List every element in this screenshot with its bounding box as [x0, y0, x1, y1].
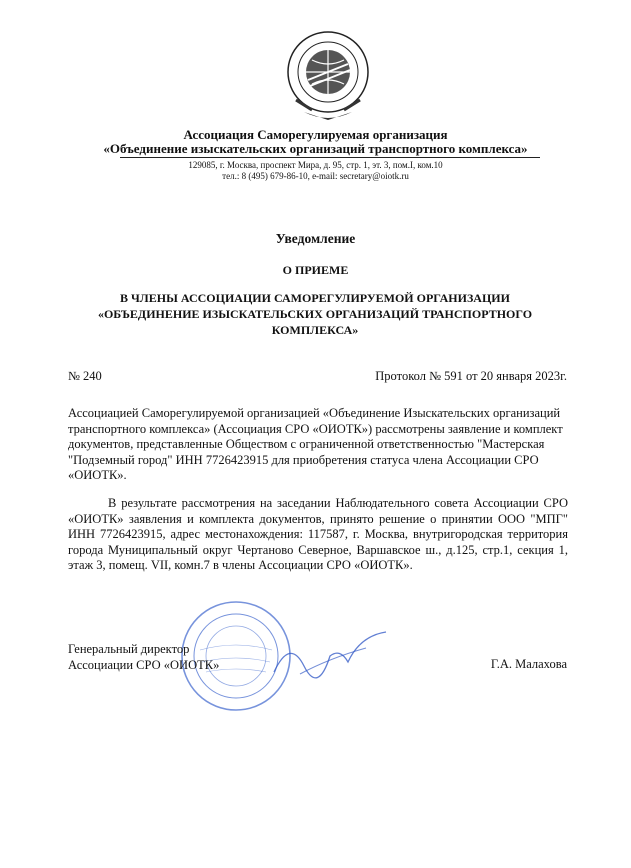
organization-contacts: тел.: 8 (495) 679-86-10, e-mail: secretary@oiotk.ru — [222, 171, 409, 181]
organization-logo — [282, 20, 374, 128]
document-number: № 240 — [68, 369, 102, 383]
document-title: Уведомление — [275, 231, 356, 246]
globe-icon — [306, 50, 350, 94]
signatory-name: Г.А. Малахова — [490, 657, 567, 671]
handwritten-signature — [270, 628, 390, 688]
organization-name-line2: «Объединение изыскательских организаций транспортного комплекса» — [103, 141, 528, 156]
organization-name-line1: Ассоциация Саморегулируемая организация — [183, 127, 448, 142]
signatory-position-line1: Генеральный директор — [68, 642, 190, 656]
body-paragraph-1: Ассоциацией Саморегулируемой организацией «Объединение Изыскательских организаций транспортного комплекса» (Ассоциация СРО «ОИОТК») рассмотрены заявление и комплект документов, представленные Обществом с ограниченной ответственностью "Мастерская "Подземный город" ИНН 7726423915 для приобретения статуса члена Ассоциации СРО «ОИОТК». — [68, 406, 563, 482]
document-heading: В ЧЛЕНЫ АССОЦИАЦИИ САМОРЕГУЛИРУЕМОЙ ОРГАНИЗАЦИИ «ОБЪЕДИНЕНИЕ ИЗЫСКАТЕЛЬСКИХ ОРГАНИЗАЦИЙ ТРАНСПОРТНОГО КОМПЛЕКСА» — [97, 291, 533, 337]
signatory-position-line2: Ассоциации СРО «ОИОТК» — [68, 657, 220, 672]
letterhead-divider — [120, 157, 540, 158]
protocol-reference: Протокол № 591 от 20 января 2023г. — [375, 369, 567, 383]
signatory-position — [68, 642, 219, 673]
body-paragraph-2: В результате рассмотрения на заседании Наблюдательного совета Ассоциации СРО «ОИОТК» заявления и комплекта документов, принято решение о принятии ООО "МПГ" ИНН 7726423915, адрес местонахождения: 117587, г. Москва, внутригородская территория города Муниципальный округ Чертаново Северное, Варшавское ш., д.125, стр.1, секция 1, этаж 3, помещ. VII, комн.7 в члены Ассоциации СРО «ОИОТК». — [68, 496, 568, 572]
document-subtitle: О ПРИЕМЕ — [282, 263, 349, 277]
organization-address: 129085, г. Москва, проспект Мира, д. 95, стр. 1, эт. 3, пом.I, ком.10 — [188, 160, 443, 170]
